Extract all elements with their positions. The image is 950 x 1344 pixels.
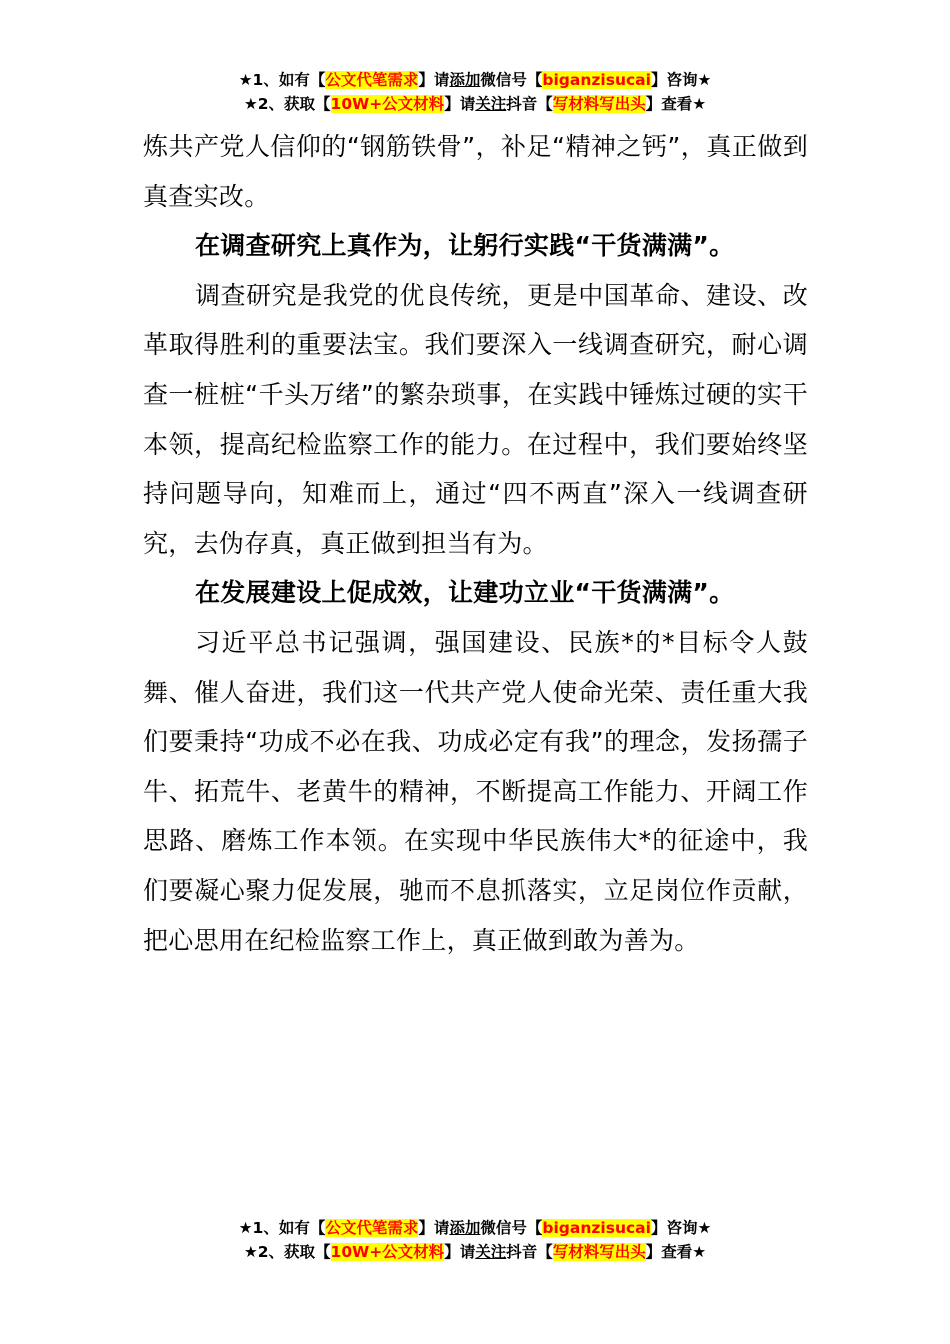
banner-text: ★2、获取【 [243, 1243, 331, 1261]
banner-line-2 [0, 92, 950, 116]
header-banner [0, 68, 950, 116]
banner-underline: 关注 [475, 95, 507, 113]
paragraph-continuation: 炼共产党人信仰的“钢筋铁骨”，补足“精神之钙”，真正做到真查实改。 [143, 132, 808, 211]
banner-text: 】请 [444, 95, 476, 113]
banner-text: 】查看★ [645, 95, 707, 113]
banner-line-1 [0, 1216, 950, 1240]
banner-highlight: 10W+公文材料 [330, 95, 445, 113]
banner-text: ★1、如有【 [238, 1219, 326, 1237]
banner-highlight: 写材料写出头 [552, 95, 646, 113]
document-body [143, 122, 808, 965]
banner-text: 】咨询★ [650, 1219, 712, 1237]
paragraph-2: 习近平总书记强调，强国建设、民族*的*目标令人鼓舞、催人奋进，我们这一代共产党人使命光荣、责任重大我们要秉持“功成不必在我、功成必定有我”的理念，发扬孺子牛、拓荒牛、老黄牛的精神，不断提高工作能力、开阔工作思路、磨炼工作本领。在实现中华民族伟大*的征途中，我们要凝心聚力促发展，驰而不息抓落实，立足岗位作贡献，把心思用在纪检监察工作上，真正做到敢为善为。 [143, 627, 808, 955]
banner-highlight: 写材料写出头 [552, 1243, 646, 1261]
banner-text: ★1、如有【 [238, 71, 326, 89]
banner-text: 】查看★ [645, 1243, 707, 1261]
banner-text: 】请 [418, 71, 450, 89]
banner-text: 抖音【 [506, 1243, 553, 1261]
banner-highlight: 10W+公文材料 [330, 1243, 445, 1261]
banner-underline: 添加 [449, 71, 481, 89]
banner-underline: 关注 [475, 1243, 507, 1261]
section-heading-1: 在调查研究上真作为，让躬行实践“干货满满”。 [195, 231, 735, 261]
banner-highlight: 公文代笔需求 [325, 71, 419, 89]
banner-text: 】请 [418, 1219, 450, 1237]
banner-line-1 [0, 68, 950, 92]
banner-text: 微信号【 [480, 71, 543, 89]
section-heading-2: 在发展建设上促成效，让建功立业“干货满满”。 [195, 578, 735, 608]
banner-text: 抖音【 [506, 95, 553, 113]
banner-text: ★2、获取【 [243, 95, 331, 113]
banner-highlight: biganzisucai [542, 1219, 651, 1237]
footer-banner [0, 1216, 950, 1264]
banner-text: 微信号【 [480, 1219, 543, 1237]
banner-line-2 [0, 1240, 950, 1264]
banner-underline: 添加 [449, 1219, 481, 1237]
banner-highlight: 公文代笔需求 [325, 1219, 419, 1237]
banner-highlight: biganzisucai [542, 71, 651, 89]
banner-text: 】请 [444, 1243, 476, 1261]
paragraph-1: 调查研究是我党的优良传统，更是中国革命、建设、改革取得胜利的重要法宝。我们要深入一线调查研究，耐心调查一桩桩“千头万绪”的繁杂琐事，在实践中锤炼过硬的实干本领，提高纪检监察工作的能力。在过程中，我们要始终坚持问题导向，知难而上，通过“四不两直”深入一线调查研究，去伪存真，真正做到担当有为。 [143, 280, 808, 558]
banner-text: 】咨询★ [650, 71, 712, 89]
